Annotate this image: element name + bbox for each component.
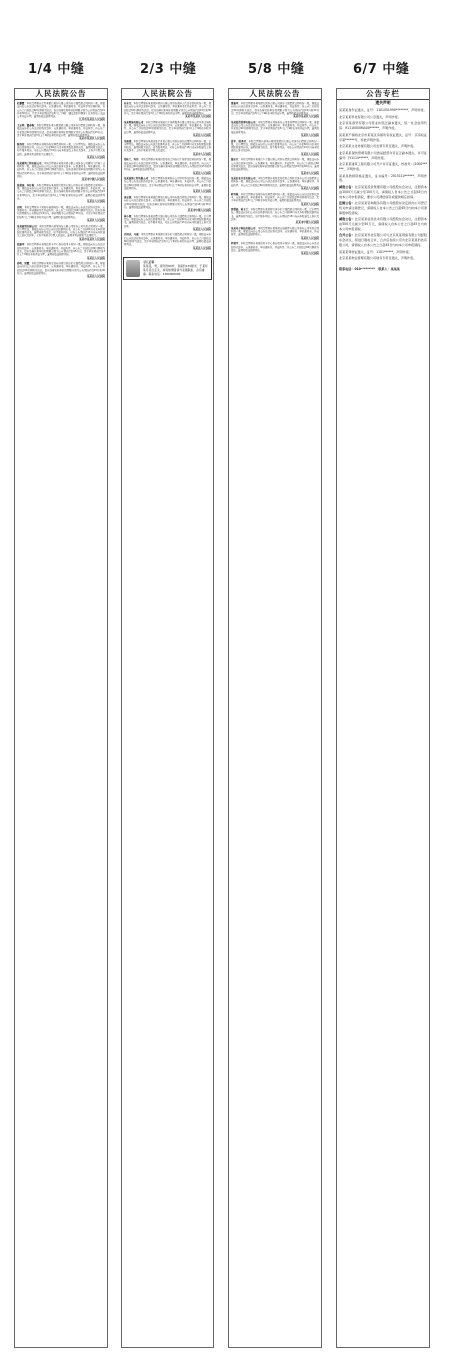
missing-person-text [143, 261, 209, 276]
notice-signature: 某某县人民法院 [192, 171, 211, 175]
notice-signature: 某某县人民法院 [86, 156, 105, 160]
notice-signature: 某某市中级人民法院 [81, 178, 105, 182]
notice-item [339, 250, 427, 255]
notice-addressee: 罗建平： [231, 242, 241, 246]
notice-item [231, 208, 319, 225]
notice-body: 本院受理原告某某劳务有限公司诉你公司建设工程施工合同纠纷一案，现依法向你公司公告送达起诉状副本、应诉通知书、举证通知书、开庭传票。自公告之日起经过60日即视为送达。提出答辩状和举证的期限分别为公告期满后的15日内。定于举证期满后第3日上午9时在本院开庭审理。逾期将依法缺席判决。 [17, 161, 106, 178]
notice-body: 北京某某餐饮管理有限公司食品经营许可证正副本遗失，许可证编号：JY1110******，声明作废。 [339, 150, 427, 160]
notice-item [124, 102, 211, 119]
person-photo [126, 260, 140, 277]
notice-addressee: 某某电子科技有限公司： [231, 226, 258, 230]
notice-body: 本院受理原告某某村民委员会诉你们土地承包经营权纠纷一案，现依法向你们公告送达起诉状副本、应诉通知书、举证通知书、开庭传票。自公告之日起经过60日即视为送达。提出答辩状和举证的期限分别为公告期满后的15日和30日内。逾期将依法缺席判决。 [124, 158, 212, 172]
notice-body: 某某某教师资格证遗失，证书编号：2015110******，声明作废。 [339, 173, 427, 183]
notice-item [17, 162, 105, 182]
notice-item [339, 174, 427, 183]
notice-addressee: 合并公告： [339, 233, 355, 238]
notice-signature: 某某区人民法院 [86, 218, 105, 222]
notice-body: 某某某驾驶证遗失，证号：1101******，声明作废。 [339, 249, 412, 254]
notice-item [339, 217, 427, 231]
notice-signature: 某某县人民法院 [300, 152, 319, 156]
notice-list [337, 106, 429, 265]
notice-body: 北京某某科技有限公司公章遗失，声明作废。 [339, 114, 401, 119]
notice-list [15, 100, 107, 283]
notice-body: 本院受理原告某某保险股份有限公司诉你保险人代位求偿权纠纷一案，现依法向你公告送达起诉状副本、应诉通知书、举证通知书及开庭传票。自公告之日起经过60日即视为送达。提出答辩状和举证的期限分别为公告期满后的15日和30日内。定于举证期满后第3日上午9时在本院开庭审理，逾期将依法缺席判决。 [124, 102, 212, 115]
notice-addressee: 黄志强： [124, 195, 134, 199]
notice-body: 本院受理原告某某房地产开发有限公司诉你商品房预售合同纠纷一案，已审理终结。现依法向你公告送达民事判决书。自公告之日起60日内来本院领取民事判决书，逾期则视为送达。如不服本判决，可在公告期满后15日内向本院递交上诉状及副本，上诉于某某市中级人民法院。 [124, 139, 212, 153]
notice-signature: 某某区人民法院 [300, 202, 319, 206]
notice-signature: 某某市中级人民法院 [295, 221, 319, 225]
notice-item [17, 143, 105, 160]
notice-body: 本院受理原告陈某诉你公司劳动争议纠纷一案，现依法向你公司公告送达起诉状副本、应诉通知书、举证通知书、开庭传票。自公告之日起经过60日即视为送达。定于举证期满后第3日上午9时在本院开庭审理，逾期将依法缺席判决。 [124, 177, 212, 191]
notice-item [17, 206, 105, 223]
notice-body: 本院受理原告王某诉你离婚纠纷一案，现依法向你公告送达起诉状副本、应诉通知书、举证通知书及开庭传票。自公告之日起经过60日即视为送达。提出答辩状的期限为公告期满后15日内，举证期限为公告期满后30日内。并定于举证期满后的第3日上午9时在本院开庭审理，逾期将依法缺席判决。 [17, 205, 106, 219]
notice-body: 北京某某建筑工程有限公司开户许可证遗失，核准号：J1000******，声明作废。 [339, 162, 427, 172]
notice-item [339, 133, 427, 142]
notice-item [231, 158, 319, 175]
notice-item [231, 121, 319, 138]
notice-item [124, 233, 211, 250]
notice-item [124, 215, 211, 232]
notice-addressee: 王志明、董春梅： [17, 124, 37, 128]
notice-body: 本院受理原告某某银行诉你们金融借款合同纠纷一案，已审理终结。现依法向你们公告送达民事判决书。自公告之日起60日内来本院领取民事判决书，逾期则视为送达。如不服本判决，可在公告期满后15日内向本院递交上诉状及副本。 [231, 208, 320, 221]
notice-signature: 某某市人民法院 [300, 171, 319, 175]
notice-signature: 某某县人民法院 [300, 187, 319, 191]
notice-body: 某某某身份证遗失，证号：1101051990********，声明作废。 [339, 108, 427, 112]
notice-addressee: 注销公告： [339, 201, 355, 206]
notice-addressee: 减资公告： [339, 185, 355, 190]
notice-list [229, 100, 321, 260]
notice-body: 本院受理原告某某小额贷款股份有限公司诉你们借款合同纠纷一案，已审理终结。现依法向你们公告送达民事判决书。自公告之日起60日内来本院领取民事判决书，逾期则视为送达。如不服本判决，可在公告期满后15日内向本院递交上诉状及副本。 [231, 139, 320, 153]
notice-item [339, 201, 427, 215]
notice-addressee: 林小燕： [124, 214, 134, 218]
notice-item [339, 185, 427, 199]
notice-body: 北京某某物业管理有限公司财务专用章遗失，声明作废。 [339, 256, 417, 261]
notice-signature: 某某区人民法院 [300, 236, 319, 240]
notice-body: 本院受理原告某某汽车销售服务有限公司诉你公司买卖合同纠纷一案，现依法向你公司公告送达起诉状副本、应诉通知书、举证通知书、开庭传票。自公告之日起经过60日即视为送达。定于举证期满后第3日上午9时在本院开庭审理。逾期将依法缺席判决。 [124, 120, 212, 134]
column-subheader: 遗失声明 [375, 100, 391, 105]
notice-addressee: 某某商贸有限公司： [17, 224, 40, 228]
notice-item [124, 177, 211, 194]
notice-addressee: 赵丽华： [17, 243, 27, 247]
notice-addressee: 韩雪梅： [231, 192, 241, 196]
court-notice-column-1 [14, 88, 108, 1348]
notice-addressee: 减资公告： [339, 217, 355, 222]
notice-body: 本院受理原告某某信用卡中心诉你信用卡纠纷一案，现依法向你公告送达起诉状副本、应诉通知书、举证通知书、开庭传票。自公告之日起经过60日即视为送达。逾期将依法缺席判决。 [231, 242, 320, 252]
notice-item [124, 140, 211, 157]
notice-addressee: 陈秀英： [17, 142, 27, 146]
notice-body: 北京某某信息技术有限公司经股东会决议，注册资本由500万元减少至50万元，请债权人自本公告之日起45日内向本公司申报债权。 [339, 217, 428, 231]
notice-item [124, 158, 211, 175]
notice-item [231, 177, 319, 190]
column-header: 人民法院公告 [229, 89, 321, 100]
notice-signature: 某某市中级人民法院 [187, 209, 211, 213]
notice-body: 北京某某咨询服务有限公司经股东决定拟向公司登记机关申请注销登记，请债权人自本公告之日起45日内向本公司清算组申报债权。 [339, 201, 428, 215]
notice-body: 北京某某科技有限公司与北京某某网络有限公司经股东会决议，拟进行吸收合并，合并后存续公司为北京某某科技有限公司，请债权人自本公告之日起45日内向本公司申报债权。 [339, 233, 428, 247]
notice-body: 本院受理原告某某银行股份有限公司诉你金融借款合同纠纷一案，现依法向你公告送达起诉状副本、应诉通知书、举证通知书、开庭传票。自公告之日起经过60日即视为送达。提出答辩状和举证的期限分别为公告期满后的15日和30日内。定于举证期满后第3日上午9时在本院开庭审理，逾期将依法缺席判决。 [231, 102, 320, 115]
notice-item [17, 102, 105, 122]
notice-signature: 某某市人民法院 [192, 152, 211, 156]
notice-signature: 某某市某某区人民法院 [185, 115, 211, 119]
notice-item [339, 151, 427, 160]
notice-item [231, 242, 319, 255]
notice-item [124, 196, 211, 213]
notice-item [339, 162, 427, 171]
announcement-column [336, 88, 430, 1348]
notice-body: 本院受理原告某某科技有限公司诉你公司买卖合同纠纷一案，已审理终结。现依法向你公司公告送达民事判决书。自公告之日起60日内来本院领取民事判决书，逾期则视为送达。如不服本判决，可在公告期满后15日内向本院递交上诉状及副本，上诉于某某市中级人民法院。逾期本判决即发生法律效力。 [17, 224, 106, 238]
notice-body: 本院受理原告某某银行诉你们金融借款合同纠纷一案，现依法向你们公告送达起诉状副本、应诉通知书、举证通知书、开庭传票。自公告之日起经过60日即视为送达。定于举证期满后第3日上午9时在本院开庭审理，逾期将依法缺席判决。 [124, 233, 212, 247]
notice-body: 北京某某文化传媒有限公司发票专用章遗失，声明作废。 [339, 144, 417, 149]
notice-addressee: 郑桂兰、冯伟： [124, 158, 141, 162]
notice-item [124, 121, 211, 138]
notice-body: 本院受理原告邓某诉你公司委托理财合同纠纷一案，现依法向你公司公告送达起诉状副本、应诉通知书、举证通知书、开庭传票。自公告之日起经过60日即视为送达。定于举证期满后第3日上午9时在本院开庭审理，逾期将依法缺席判决。 [231, 120, 320, 134]
notice-item [231, 193, 319, 206]
notice-body: 本院受理原告某某农村信用合作联社诉你公司金融借款合同纠纷一案，现依法向你公司公告送达起诉状副本、应诉通知书、举证通知书、开庭传票。自公告之日起经过60日即视为送达。逾期将依法缺席判决。 [231, 177, 320, 187]
notice-body: 本院受理原告钱某诉你民间借贷纠纷一案，现依法向你公告送达起诉状副本、应诉通知书、举证通知书、开庭传票。自公告之日起经过60日即视为送达。定于举证期满后第3日上午9时在本院开庭审理，逾期将依法缺席判决。 [231, 192, 320, 203]
notice-addressee: 许国庆、马丽： [124, 233, 141, 237]
notice-addressee: 谢东升： [231, 158, 241, 162]
notice-signature: 某某县人民法院 [86, 256, 105, 260]
notice-addressee: 曹振华： [231, 102, 241, 105]
notice-addressee: 某某装饰工程有限公司： [124, 177, 151, 181]
notice-signature: 江苏省某某县人民法院 [79, 118, 105, 122]
notice-signature: 某某市某某区人民法院 [79, 137, 105, 141]
notice-signature: 某某市某某区人民法院 [79, 237, 105, 241]
notice-body: 本院受理原告某某农村商业银行诉你们金融借款合同纠纷一案，现依法向你们公告送达起诉状副本、应诉通知书、举证通知书、开庭传票。自公告之日起经过60日即视为送达。提出答辩状和举证的期限分别为公告期满后的15日和30日内，逾期将依法缺席判决。 [17, 262, 106, 276]
notice-body: 本院受理原告某小额贷款有限公司诉你们借款合同纠纷一案，现依法向你们公告送达起诉状副本、应诉通知书、举证通知书、开庭传票。自公告之日起经过60日即视为送达。提出答辩状和举证的期限分别为公告期满后的15日内。定于举证期满后第3日上午9时在本院开庭审理，逾期将依法缺席判决。 [17, 124, 106, 137]
notice-item [231, 140, 319, 157]
column-header: 公告专栏 [337, 89, 429, 100]
court-notice-column-2 [121, 88, 214, 1348]
notice-body: 本院受理原告某某信用卡中心诉你信用卡纠纷一案，现依法向你公告送达起诉状副本、应诉通知书、举证通知书、开庭传票。自公告之日起经过60日即视为送达。提出答辩状和举证的期限分别为公告期满后的15日内。定于举证期满后第3日上午9时在本院开庭审理，逾期将依法缺席判决。 [17, 243, 106, 257]
notice-addressee: 某某投资管理有限公司： [231, 120, 258, 124]
notice-item [339, 233, 427, 247]
notice-item [17, 225, 105, 242]
notice-body: 本院受理原告某某银行股份有限公司诉你们金融借款合同纠纷一案，现依法向你们公告送达起诉状副本、应诉通知书、举证通知书、开庭传票。自公告之日起经过60日即视为送达。提出答辩状和举证的期限分别为公告期满后的15日和30日内。定于举证期满后第3日上午9时在本院开庭审理，逾期将依法缺席判决。 [17, 183, 106, 200]
notice-item [339, 108, 427, 113]
missing-person-title: 寻人启事 [143, 260, 155, 265]
notice-body: 某某某不慎将北京市某某区房屋所有权证遗失，证号：京房权证字第******号，特此声明作废。 [339, 132, 427, 142]
notice-signature: 某某县人民法院 [300, 252, 319, 256]
column-label-4: 6/7 中缝 [353, 62, 410, 77]
notice-item [17, 124, 105, 141]
notice-body: 北京某某商贸有限公司营业执照正副本遗失，统一社会信用代码：91110000MA00******，声明作废。 [339, 121, 427, 131]
notice-addressee: 某某建筑工程有限公司： [17, 161, 44, 165]
notice-body: 本院受理原告某某融资租赁有限公司诉你融资租赁合同纠纷一案，现依法向你公告送达起诉状副本、应诉通知书、举证通知书、开庭传票。自公告之日起经过60日即视为送达。提出答辩状和举证的期限分别为公告期满后的15日和30日内。逾期将依法缺席判决。 [124, 195, 212, 209]
column-header: 人民法院公告 [122, 89, 213, 100]
notice-body: 本院受理原告某某汽车金融有限公司诉你借款合同纠纷一案，现依法向你公告送达起诉状副本、应诉通知书、举证通知书、开庭传票。自公告之日起经过60日即视为送达。提出答辩状和举证的期限分别为公告期满后的15日和30日内。逾期将依法缺席判决。 [231, 158, 320, 172]
notice-addressee: 张建国、李红梅： [17, 183, 37, 187]
notice-signature: 某某县人民法院 [192, 133, 211, 137]
notice-addressee: 曾德福、蒋玉兰： [231, 208, 251, 212]
notice-signature: 某某县人民法院 [86, 200, 105, 204]
notice-signature: 某某县人民法院 [192, 246, 211, 250]
notice-item [339, 115, 427, 120]
notice-body: 本院受理原告刘某诉你民间借贷纠纷一案，已审理终结。现依法向你公告送达民事判决书。自公告之日起60日内来本院领取民事判决书，逾期则视为送达。如不服本判决，可在公告期满后15日内向本院递交上诉状及副本，上诉于中级人民法院。逾期本判决即发生法律效力。 [17, 142, 106, 156]
notice-body: 北京某某投资管理有限公司经股东会决议，注册资本由1000万元减少至100万元，请债权人自本公告之日起45日内向本公司申报债权，要求公司清偿债务或提供相应担保。 [339, 185, 428, 199]
notice-list [122, 100, 213, 254]
notice-signature: 某某县人民法院 [86, 275, 105, 279]
notice-addressee: 何永生： [124, 102, 134, 105]
notice-body: 本院受理原告某某消费金融有限公司诉你金融借款合同纠纷一案，已审理终结。现依法向你公告送达民事判决书。自公告之日起60日内来本院领取民事判决书，逾期则视为送达。如不服本判决，可在公告期满后15日内向本院递交上诉状及副本。 [124, 214, 212, 228]
notice-addressee: 孙明、周霞： [17, 262, 32, 266]
missing-person-notice [123, 257, 212, 280]
notice-signature: 某某区人民法院 [300, 133, 319, 137]
notice-item [231, 102, 319, 119]
notice-addressee: 某某物流有限公司： [124, 120, 146, 124]
missing-person-body: 某某某，男，现年约60岁，身高约170厘米，于某年某月某日走失，如有知情者请与家属联系，必有重谢。联系电话：1380000000 [143, 263, 208, 276]
column-label-1: 1/4 中缝 [28, 62, 85, 77]
notice-addressee: 吴海涛： [124, 139, 134, 143]
notice-addressee: 彭军、唐秀芳： [231, 139, 249, 143]
notice-addressee: 刘勇： [17, 205, 25, 209]
column-header: 人民法院公告 [15, 89, 107, 100]
notice-signature: 某某区人民法院 [192, 190, 211, 194]
notice-signature: 某某市某某区人民法院 [293, 115, 319, 119]
court-notice-column-3 [228, 88, 322, 1348]
column-label-3: 5/8 中缝 [248, 62, 305, 77]
notice-addressee: 某某农业开发有限公司： [231, 177, 258, 181]
notice-body: 本院受理原告江苏某银行股份有限公司诉你金融借款合同纠纷一案，现依法向你公告送达起诉状副本、应诉通知书、举证通知书、开庭传票及证据材料。自公告之日起经过60日即视为送达。提出答辩状和举证的期限分别为公告期满后的15日和30日内。并定于举证期满后第3日上午9时（遇法定假日顺延）在本院第三法庭公开开庭审理，逾期将依法缺席判决。 [17, 102, 106, 119]
notice-item [339, 121, 427, 130]
notice-item [17, 243, 105, 260]
notice-signature: 某某县人民法院 [192, 227, 211, 231]
notice-body: 本院受理原告某某供应链管理有限公司诉你公司买卖合同纠纷一案，现依法向你公司公告送达起诉状副本、应诉通知书、举证通知书、开庭传票。逾期将依法缺席判决。 [231, 226, 320, 237]
column-label-2: 2/3 中缝 [140, 62, 197, 77]
notice-item [17, 262, 105, 279]
contact-line: 联系电话：010-******** 联系人：某某某 [339, 266, 400, 271]
notice-item [17, 184, 105, 204]
notice-item [231, 227, 319, 240]
notice-item [339, 256, 427, 261]
notice-addressee: 杜鹏霞： [17, 102, 27, 105]
notice-item [339, 144, 427, 149]
